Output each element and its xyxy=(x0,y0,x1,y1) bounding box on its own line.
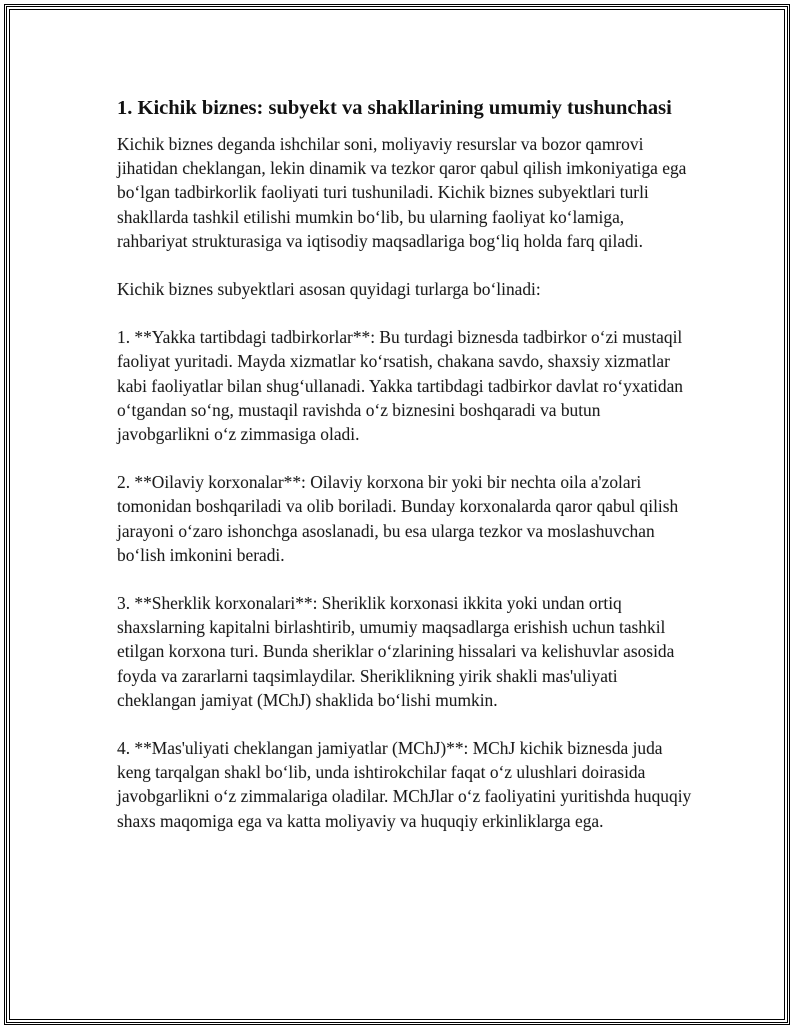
section-heading: 1. Kichik biznes: subyekt va shakllarining umumiy tushunchasi xyxy=(117,97,672,119)
document-body xyxy=(117,95,692,857)
list-item-partnerships: 3. **Sherklik korxonalari**: Sheriklik korxonasi ikkita yoki undan ortiq shaxslarning kapitalni birlashtirib, umumiy maqsadlarga erishish uchun tashkil etilgan korxona turi. Bunda sheriklar oʻzlarining hissalari va kelishuvlar asosida foyda va zararlarni taqsimlaydilar. Sheriklikning yirik shakli mas'uliyati cheklangan jamiyat (MChJ) shaklida boʻlishi mumkin. xyxy=(117,593,675,710)
list-item-family-enterprises: 2. **Oilaviy korxonalar**: Oilaviy korxona bir yoki bir nechta oila a'zolari tomonidan boshqariladi va olib boriladi. Bunday korxonalarda qaror qabul qilish jarayoni oʻzaro ishonchga asoslanadi, bu esa ularga tezkor va moslashuvchan boʻlish imkonini beradi. xyxy=(117,472,679,565)
list-item-sole-proprietors: 1. **Yakka tartibdagi tadbirkorlar**: Bu turdagi biznesda tadbirkor oʻzi mustaqil faoliyat yuritadi. Mayda xizmatlar koʻrsatish, chakana savdo, shaxsiy xizmatlar kabi faoliyatlar bilan shugʻullanadi. Yakka tartibdagi tadbirkor davlat roʻyxatidan oʻtgandan soʻng, mustaqil ravishda oʻz biznesini boshqaradi va butun javobgarlikni oʻz zimmasiga oladi. xyxy=(117,327,684,445)
intro-paragraph: Kichik biznes deganda ishchilar soni, moliyaviy resurslar va bozor qamrovi jihatidan cheklangan, lekin dinamik va tezkor qaror qabul qilish imkoniyatiga ega boʻlgan tadbirkorlik faoliyati turi tushuniladi. Kichik biznes subyektlari turli shakllarda tashkil etilishi mumkin boʻlib, bu ularning faoliyat koʻlamiga, rahbariyat strukturasiga va iqtisodiy maqsadlariga bogʻliq holda farq qiladi. xyxy=(117,134,687,251)
list-item-llc: 4. **Mas'uliyati cheklangan jamiyatlar (MChJ)**: MChJ kichik biznesda juda keng tarqalgan shakl boʻlib, unda ishtirokchilar faqat oʻz ulushlari doirasida javobgarlikni oʻz zimmalariga oladilar. MChJlar oʻz faoliyatini yuritishda huquqiy shaxs maqomiga ega va katta moliyaviy va huquqiy erkinliklarga ega. xyxy=(117,738,692,831)
types-lead-paragraph: Kichik biznes subyektlari asosan quyidagi turlarga boʻlinadi: xyxy=(117,279,541,300)
